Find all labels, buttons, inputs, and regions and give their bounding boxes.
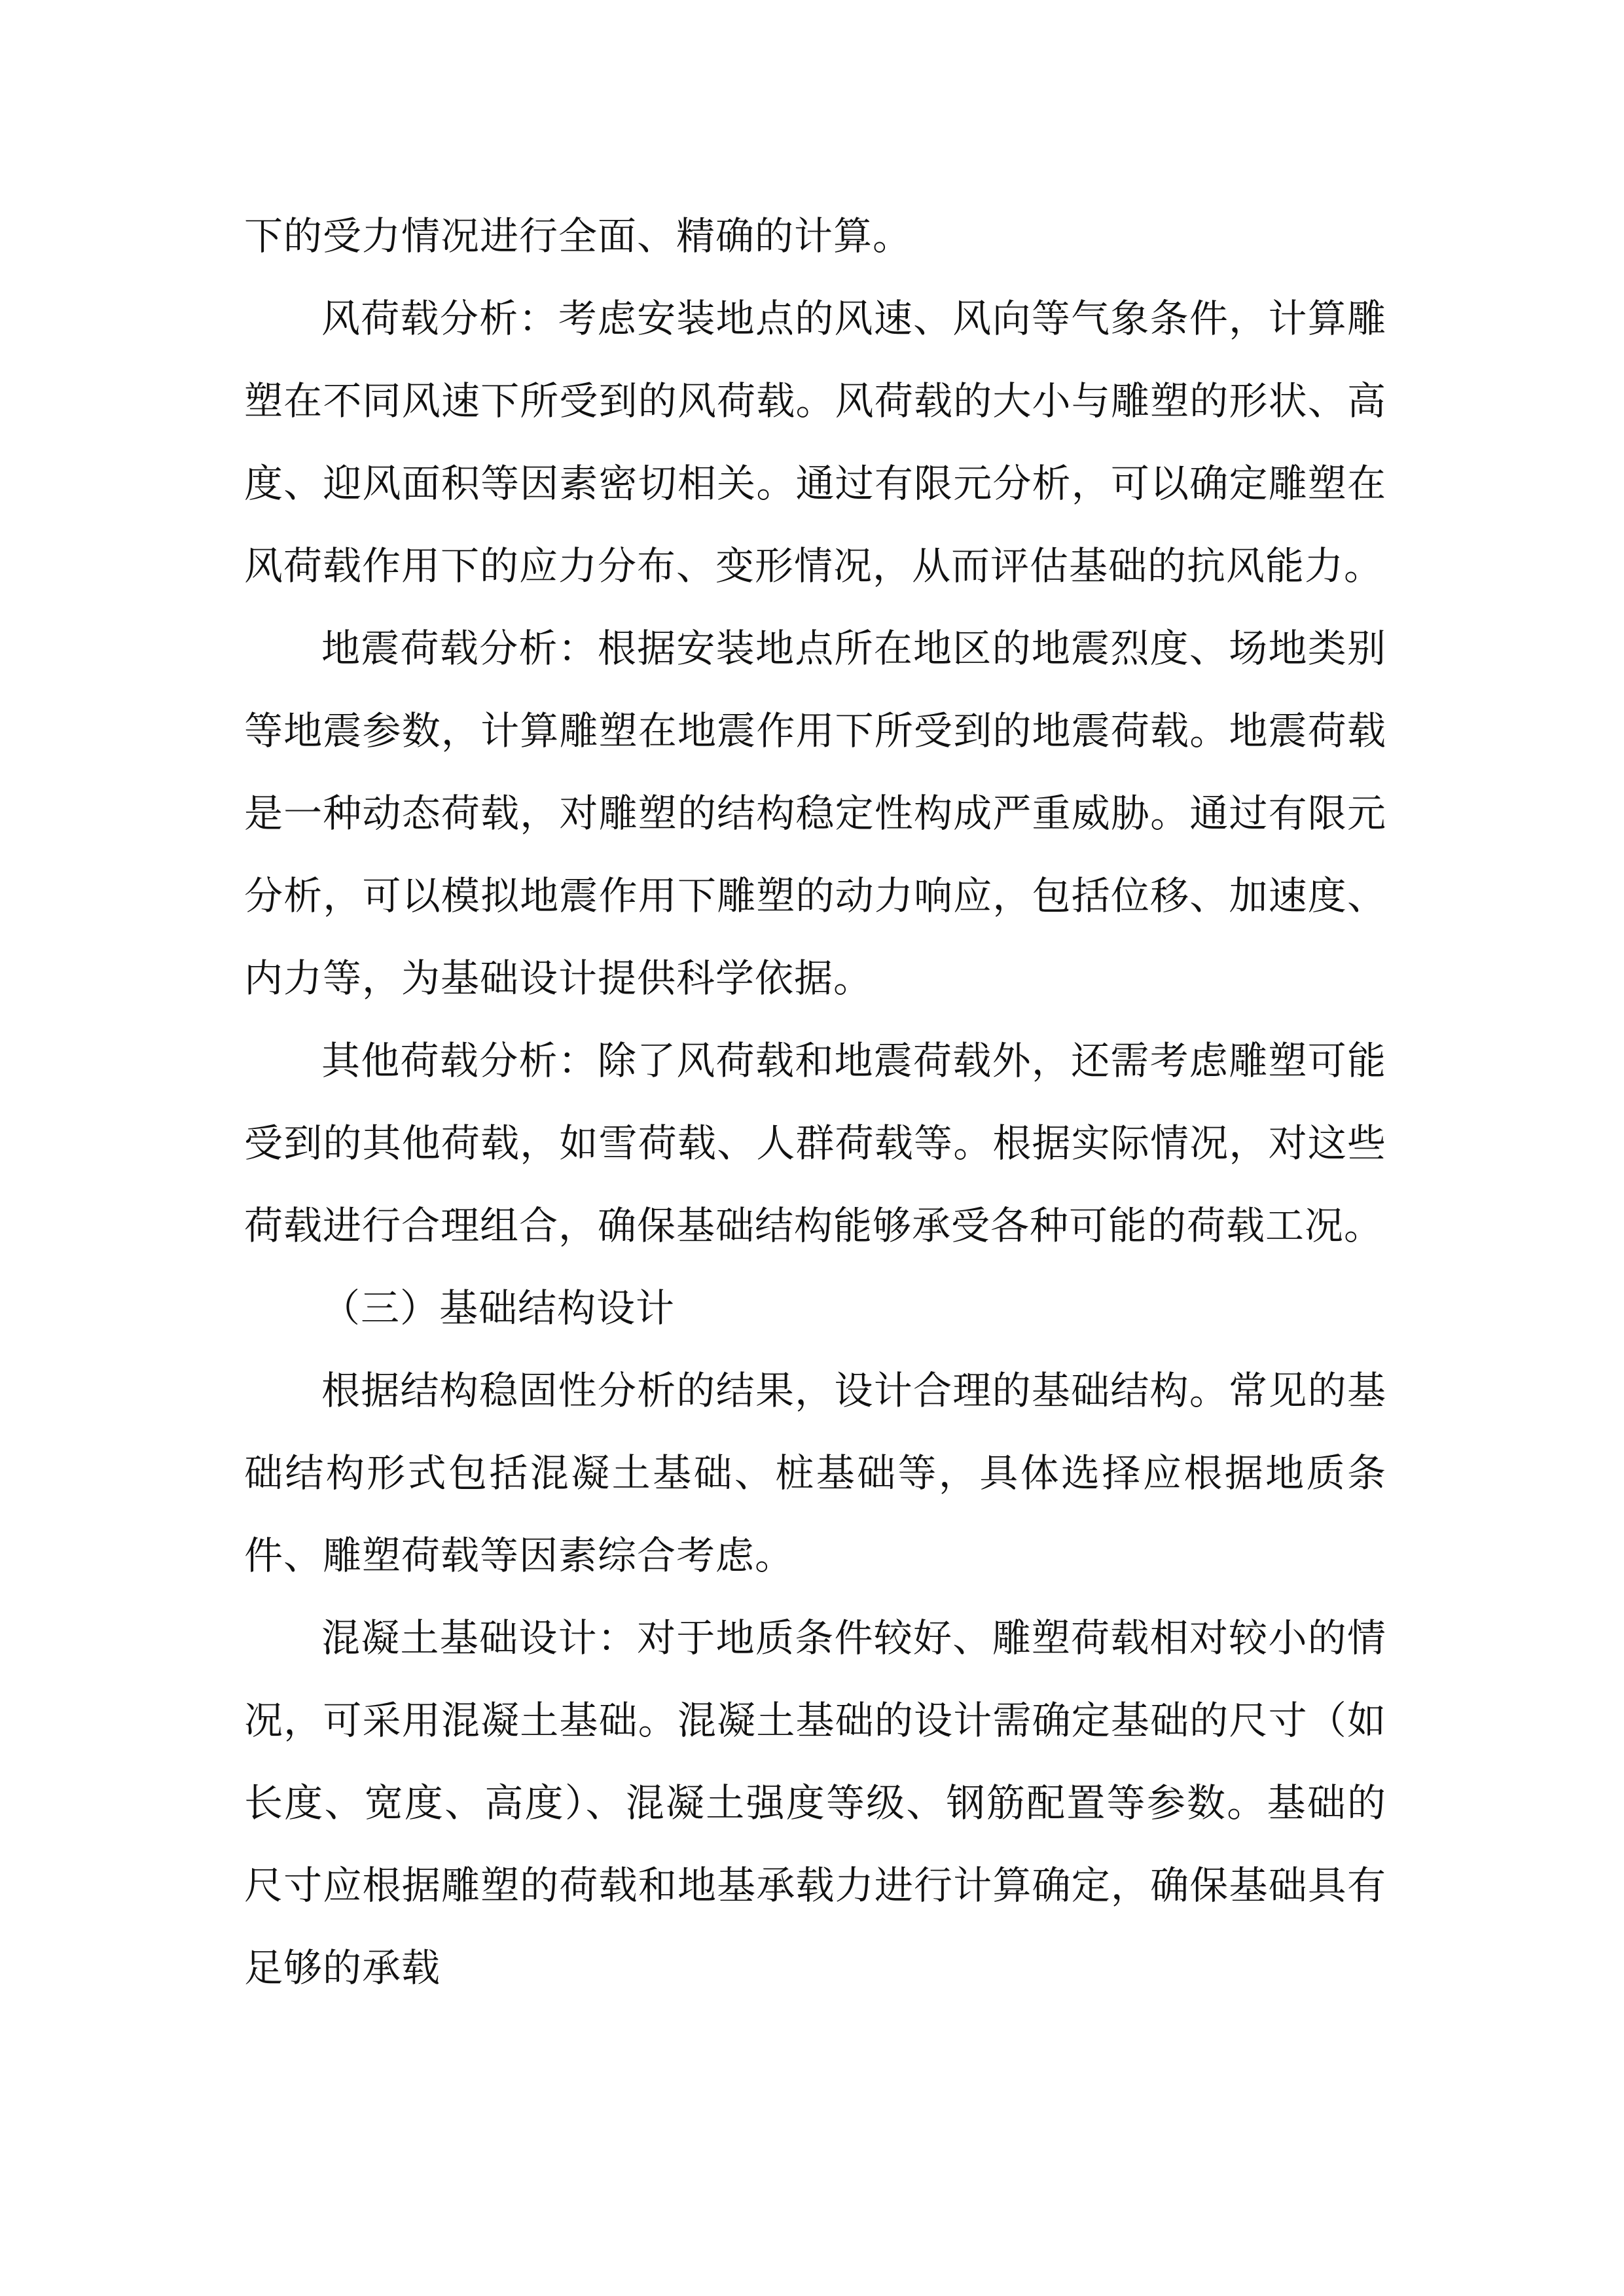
page-body (244, 195, 1386, 2009)
paragraph-seismic-load: 地震荷载分析：根据安装地点所在地区的地震烈度、场地类别等地震参数，计算雕塑在地震作用下所受到的地震荷载。地震荷载是一种动态荷载，对雕塑的结构稳定性构成严重威胁。通过有限元分析，可以模拟地震作用下雕塑的动力响应，包括位移、加速度、内力等，为基础设计提供科学依据。 (244, 626, 1386, 1001)
section-heading-foundation-design: （三）基础结构设计 (321, 1285, 676, 1331)
paragraph-other-loads: 其他荷载分析：除了风荷载和地震荷载外，还需考虑雕塑可能受到的其他荷载，如雪荷载、人群荷载等。根据实际情况，对这些荷载进行合理组合，确保基础结构能够承受各种可能的荷载工况。 (244, 1038, 1386, 1248)
paragraph-concrete-foundation: 混凝土基础设计：对于地质条件较好、雕塑荷载相对较小的情况，可采用混凝土基础。混凝土基础的设计需确定基础的尺寸（如长度、宽度、高度）、混凝土强度等级、钢筋配置等参数。基础的尺寸应根据雕塑的荷载和地基承载力进行计算确定，确保基础具有足够的承载 (244, 1615, 1386, 1990)
paragraph-continuation: 下的受力情况进行全面、精确的计算。 (244, 213, 912, 259)
paragraph-foundation-structure: 根据结构稳固性分析的结果，设计合理的基础结构。常见的基础结构形式包括混凝土基础、桩基础等，具体选择应根据地质条件、雕塑荷载等因素综合考虑。 (244, 1368, 1386, 1578)
paragraph-wind-load: 风荷载分析：考虑安装地点的风速、风向等气象条件，计算雕塑在不同风速下所受到的风荷载。风荷载的大小与雕塑的形状、高度、迎风面积等因素密切相关。通过有限元分析，可以确定雕塑在风荷载作用下的应力分布、变形情况，从而评估基础的抗风能力。 (244, 296, 1386, 588)
